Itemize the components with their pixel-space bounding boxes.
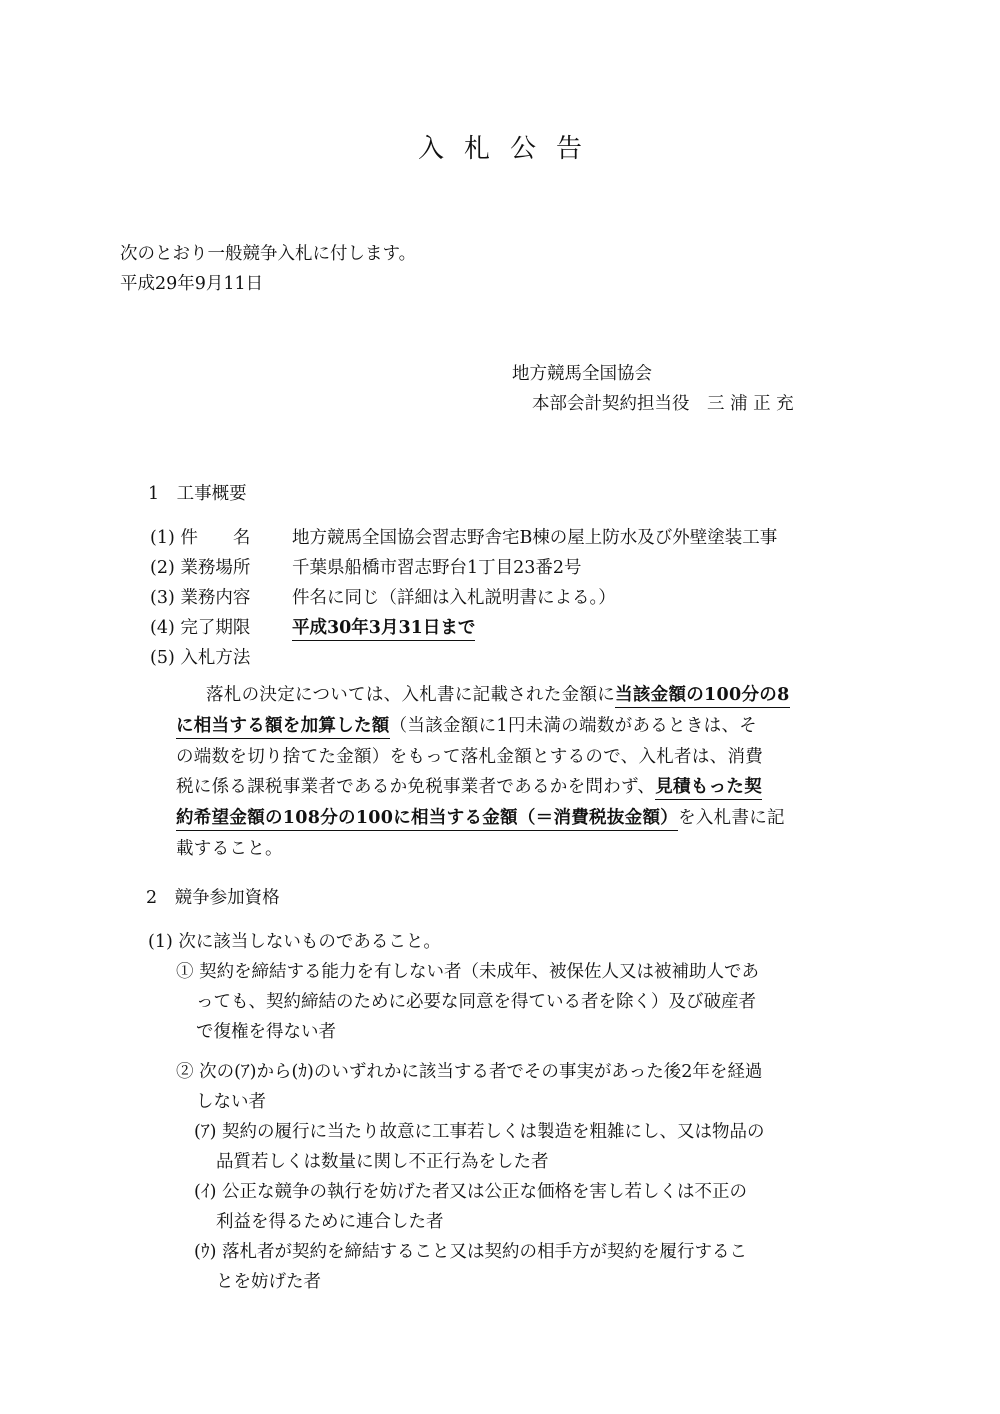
sub-item-c-line1: (ｳ) 落札者が契約を締結すること又は契約の相手方が契約を履行するこ bbox=[194, 1242, 747, 1262]
item-label: 業務場所 bbox=[180, 558, 251, 578]
issuer-org: 地方競馬全国協会 bbox=[512, 364, 652, 384]
method-text: 載すること。 bbox=[176, 838, 283, 859]
sub-item-c-line2: とを妨げた者 bbox=[216, 1272, 321, 1292]
qualification-item-1: (1) 次に該当しないものであること。 bbox=[148, 932, 441, 952]
item-method bbox=[150, 650, 286, 668]
method-underlined: 当該金額の100分の8 bbox=[615, 685, 790, 708]
item-location bbox=[150, 560, 582, 578]
circle-item-1-line1: ① 契約を締結する能力を有しない者（未成年、被保佐人又は被補助人であ bbox=[176, 962, 760, 982]
item-content bbox=[150, 590, 616, 608]
method-text: （当該金額に1円未満の端数があるときは、そ bbox=[389, 715, 758, 736]
item-value: 地方競馬全国協会習志野舎宅B棟の屋上防水及び外壁塗装工事 bbox=[291, 528, 778, 548]
section2-heading: 2 競争参加資格 bbox=[146, 888, 280, 908]
method-text: 税に係る課税事業者であるか免税事業者であるかを問わず、 bbox=[176, 777, 656, 798]
item-value: 件名に同じ（詳細は入札説明書による。） bbox=[291, 588, 616, 608]
item-value: 平成30年3月31日まで bbox=[292, 618, 475, 641]
item-deadline bbox=[150, 620, 475, 638]
method-text: の端数を切り捨てた金額）をもって落札金額とするので、入札者は、消費 bbox=[176, 746, 764, 767]
item-num: (4) bbox=[150, 618, 175, 638]
item-name bbox=[150, 530, 777, 548]
method-underlined: 見積もった契 bbox=[655, 777, 762, 800]
item-label: 業務内容 bbox=[180, 588, 251, 608]
sub-item-a-line1: (ｱ) 契約の履行に当たり故意に工事若しくは製造を粗雑にし、又は物品の bbox=[194, 1122, 765, 1142]
circle-item-1-line3: で復権を得ない者 bbox=[196, 1022, 336, 1042]
intro-text: 次のとおり一般競争入札に付します。 bbox=[120, 244, 417, 264]
sub-item-b-line2: 利益を得るために連合した者 bbox=[216, 1212, 444, 1232]
page-title: 入札公告 bbox=[417, 134, 602, 164]
issuer-officer: 本部会計契約担当役 三 浦 正 充 bbox=[532, 394, 794, 414]
circle-item-2-line1: ② 次の(ｱ)から(ｶ)のいずれかに該当する者でその事実があった後2年を経過 bbox=[176, 1062, 763, 1082]
item-label: 件 名 bbox=[180, 528, 251, 548]
item-label: 入札方法 bbox=[180, 648, 251, 668]
sub-item-b-line1: (ｲ) 公正な競争の執行を妨げた者又は公正な価格を害し若しくは不正の bbox=[194, 1182, 747, 1202]
sub-item-a-line2: 品質若しくは数量に関し不正行為をした者 bbox=[216, 1152, 549, 1172]
method-paragraph bbox=[176, 680, 886, 865]
method-underlined: に相当する額を加算した額 bbox=[176, 716, 390, 739]
item-num: (5) bbox=[150, 648, 175, 668]
circle-item-2-line2: しない者 bbox=[196, 1092, 266, 1112]
section1-heading: 1 工事概要 bbox=[148, 484, 247, 504]
method-underlined: 約希望金額の108分の100に相当する金額（＝消費税抜金額） bbox=[176, 808, 678, 831]
method-text: 落札の決定については、入札書に記載された金額に bbox=[206, 685, 616, 705]
circle-item-1-line2: っても、契約締結のために必要な同意を得ている者を除く）及び破産者 bbox=[196, 992, 756, 1012]
method-text: を入札書に記 bbox=[678, 808, 785, 829]
item-value: 千葉県船橋市習志野台1丁目23番2号 bbox=[291, 558, 582, 578]
item-num: (2) bbox=[150, 558, 175, 578]
item-label: 完了期限 bbox=[180, 618, 251, 638]
notice-date: 平成29年9月11日 bbox=[120, 274, 264, 294]
item-num: (1) bbox=[150, 528, 175, 548]
item-num: (3) bbox=[150, 588, 175, 608]
